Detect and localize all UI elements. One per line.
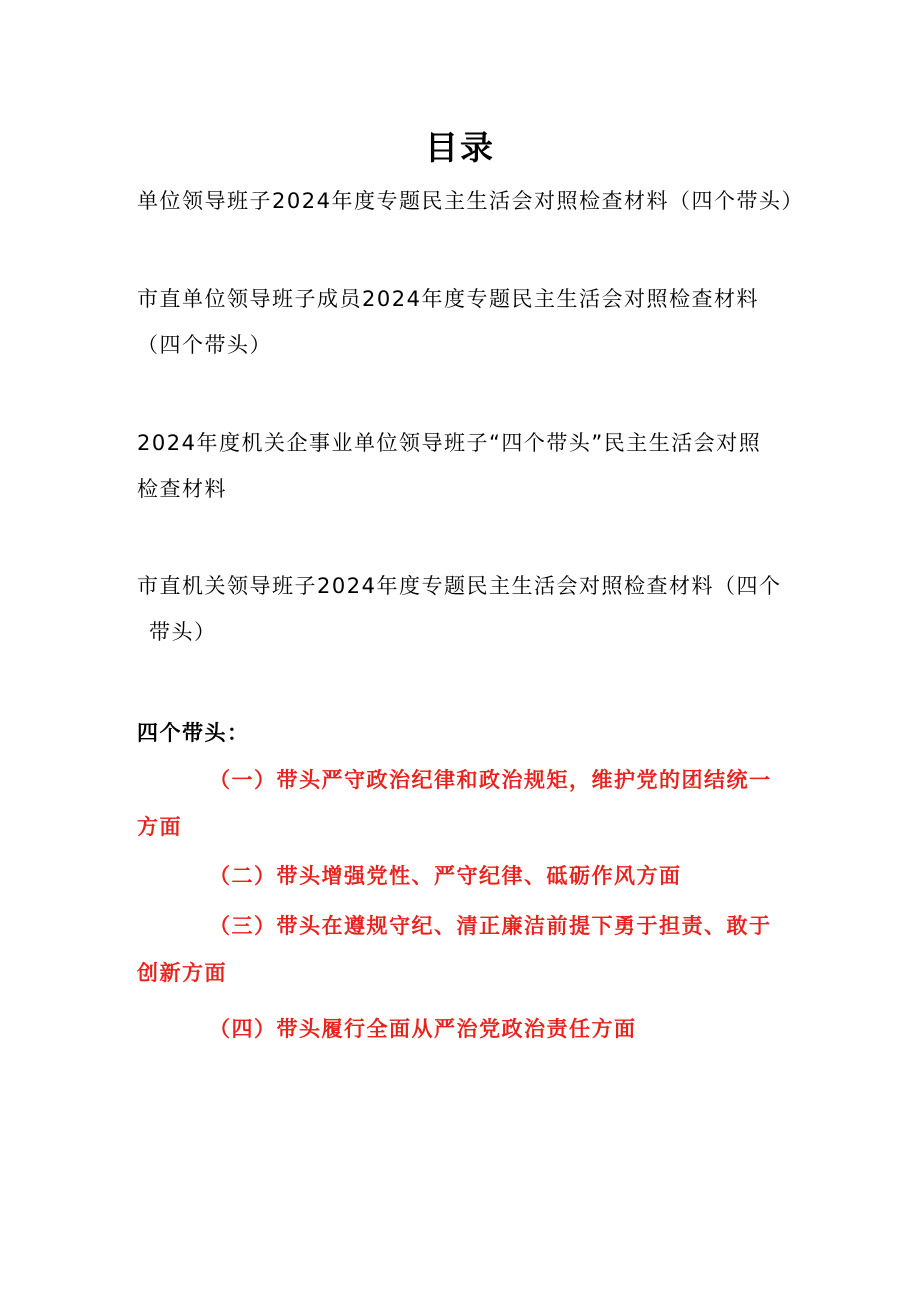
red-item-2-line-1: （二）带头增强党性、严守纪律、砥砺作风方面 [209, 864, 682, 888]
red-item-1-line-2: 方面 [137, 815, 182, 839]
red-item-1-line-1: （一）带头严守政治纪律和政治规矩，维护党的团结统一 [209, 768, 772, 792]
page-title: 目录 [425, 128, 495, 167]
toc-entry-3 [137, 420, 797, 512]
red-item-2 [137, 853, 797, 900]
red-item-3-line-1: （三）带头在遵规守纪、清正廉洁前提下勇于担责、敢于 [209, 914, 772, 938]
toc-entry-2-line-1: 市直单位领导班子成员2024年度专题民主生活会对照检查材料 [137, 287, 759, 311]
red-item-3 [137, 903, 797, 997]
toc-entry-4-line-1: 市直机关领导班子2024年度专题民主生活会对照检查材料（四个 [137, 574, 782, 598]
red-item-4 [137, 1006, 797, 1053]
toc-entry-3-line-1: 2024年度机关企事业单位领导班子“四个带头”民主生活会对照 [137, 431, 762, 455]
section-heading: 四个带头： [137, 721, 250, 745]
toc-entry-1-line-1: 单位领导班子2024年度专题民主生活会对照检查材料（四个带头） [137, 189, 804, 213]
toc-entry-4 [137, 563, 797, 655]
red-item-4-line-1: （四）带头履行全面从严治党政治责任方面 [209, 1017, 637, 1041]
toc-entry-3-line-2: 检查材料 [137, 477, 227, 501]
toc-entry-2 [137, 276, 797, 368]
red-item-1 [137, 757, 797, 851]
toc-entry-4-line-2: 带头） [149, 620, 217, 644]
red-item-3-line-2: 创新方面 [137, 961, 227, 985]
toc-entry-1 [137, 178, 804, 224]
toc-entry-2-line-2: （四个带头） [137, 333, 272, 357]
